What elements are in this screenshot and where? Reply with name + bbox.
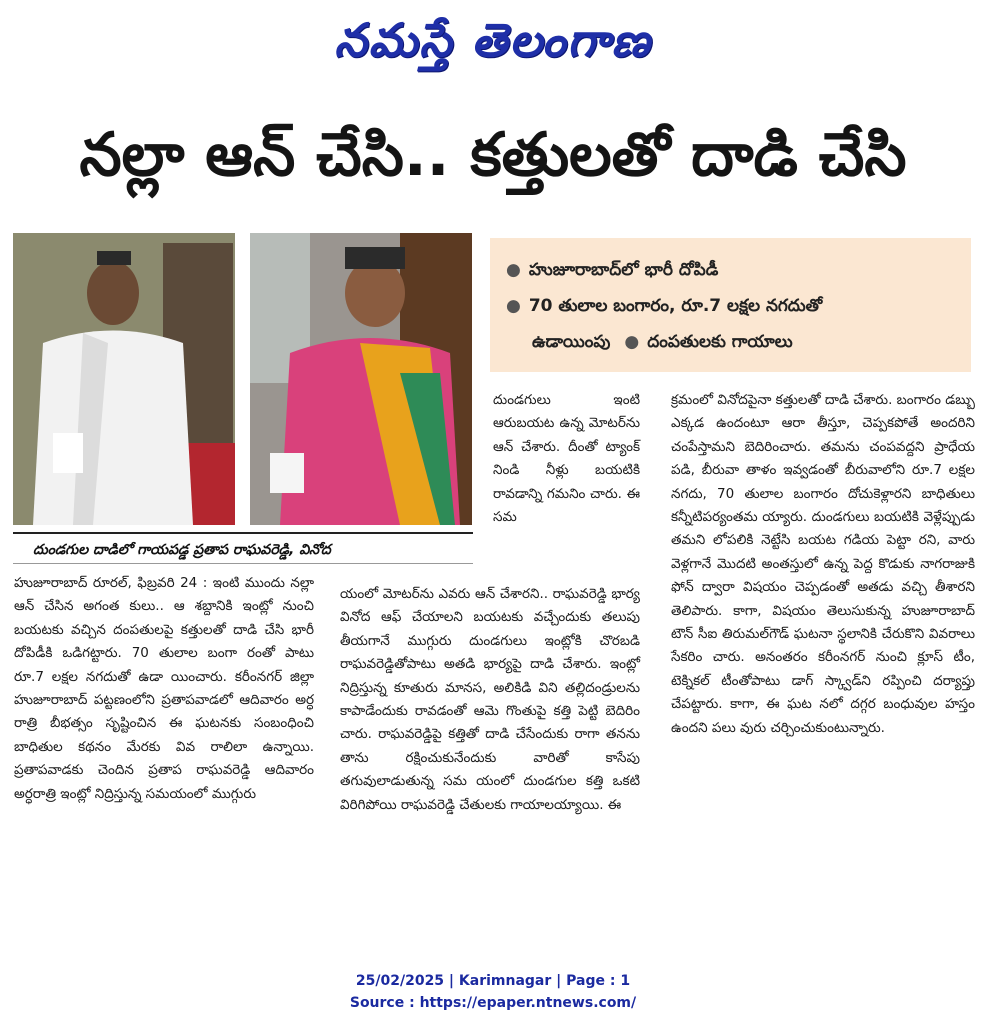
photo-caption: దుండగుల దాడిలో గాయపడ్డ ప్రతాప రాఘవరెడ్డి, వినోద [13,532,473,564]
highlight-text: ఉడాయింపు [532,332,611,352]
bullet-icon: ● [624,332,640,352]
highlight-item [504,324,957,360]
article-headline: నల్లా ఆన్ చేసి.. కత్తులతో దాడి చేసి [79,120,907,190]
article-paragraph: క్రమంలో వినోదపైనా కత్తులతో దాడి చేశారు. బంగారం డబ్బు ఎక్కడ ఉందంటూ ఆరా తీస్తూ, చెప్పకపోతే అందరిని చంపేస్తామని బెదిరించారు. తమను చంపవద్దని ప్రాధేయ పడి, బీరువా తాళం ఇవ్వడంతో బీరువాలోని రూ.7 లక్షల నగదు, 70 తులాల బంగారం దోచుకెళ్లారని బాధితులు కన్నీటిపర్యంతమ య్యారు. దుండగులు బయటికి వెళ్లేప్పుడు తమని లోపలికి నెట్టేసి బయట గడియ పెట్టా రని, వారు వెళ్లగానే మొదటి అంతస్తులో ఉన్న పెద్ద కొడుకు నాగరాజుకి ఫోన్ ద్వారా విషయం చెప్పడంతో అతడు వచ్చి తీశారని తెలిపారు. కాగా, విషయం తెలుసుకున్న హుజూరాబాద్ టౌన్ సీఐ తిరుమల్‌గౌడ్ ఘటనా స్థలానికి చేరుకొని వివరాలు సేకరిం చారు. అనంతరం కరీంనగర్ నుంచి క్లూస్ టీం, టెక్నికల్ టీంతోపాటు డాగ్ స్క్వాడ్‌ని రప్పించి దర్యాప్తు చేపట్టారు. కాగా, ఈ ఘట నలో దగ్గర బంధువుల హస్తం ఉందని పలు వురు చర్చించుకుంటున్నారు. [671,392,975,736]
newspaper-masthead: నమస్తే తెలంగాణ [334,13,652,67]
page-footer [0,970,986,1014]
source-link[interactable]: Source : https://epaper.ntnews.com/ [349,995,637,1011]
bullet-icon: ● [506,260,521,280]
highlight-item [504,252,957,288]
bullet-icon: ● [506,296,521,316]
highlight-text: హుజూరాబాద్‌లో భారీ దోపిడీ [528,260,719,280]
article-column-2-top [493,389,640,529]
article-column-3 [671,389,975,740]
highlight-item [504,288,957,324]
article-paragraph: యంలో మోటర్‌ను ఎవరు ఆన్ చేశారని.. రాఘవరెడ్డి భార్య వినోద ఆఫ్ చేయాలని బయటకు వచ్చేందుకు తలుపు తీయగానే ముగ్గురు దుండగులు ఇంట్లోకి చొరబడి రాఘవరెడ్డితోపాటు అతడి భార్యపై దాడి చేశారు. ఇంట్లో నిద్రిస్తున్న కూతురు మానస, అలికిడి విని తల్లిదండ్రులను కాపాడేందుకు రావడంతో ఆమె గొంతుపై కత్తి పెట్టి బెదిరిం చారు. రాఘవరెడ్డిపై కత్తితో దాడి చేసేందుకు రాగా తనను తాను రక్షించుకునేందుకు వారితో కాసేపు తగువులాడుతున్న సమ యంలో దుండగుల కత్తి ఒకటి విరిగిపోయి రాఘవరెడ్డి చేతులకు గాయాలయ్యాయి. ఈ [340,586,640,813]
highlights-box [490,238,971,372]
injured-man-photo [13,233,235,525]
article-paragraph: దుండగులు ఇంటి ఆరుబయట ఉన్న మోటర్‌ను ఆన్ చేశారు. దీంతో ట్యాంక్ నిండి నీళ్లు బయటికి రావడాన్ని గమనిం చారు. ఈ సమ [493,392,640,526]
edition-info: 25/02/2025 | Karimnagar | Page : 1 [355,973,631,989]
injured-woman-photo [250,233,472,525]
article-paragraph: హుజూరాబాద్ రూరల్, ఫిబ్రవరి 24 : ఇంటి ముందు నల్లా ఆన్ చేసిన అగంత కులు.. ఆ శబ్దానికి ఇంట్లో నుంచి బయటకు వచ్చిన దంపతులపై కత్తులతో దాడి చేసి భారీ దోపిడీకి ఒడిగట్టారు. 70 తులాల బంగా రంతో పాటు రూ.7 లక్షల నగదుతో ఉడా యించారు. కరీంనగర్ జిల్లా హుజూరాబాద్ పట్టణంలోని ప్రతాపవాడలో ఆదివారం అర్ధ రాత్రి బీభత్సం సృష్టించిన ఈ ఘటనకు సంబంధించి బాధితుల కథనం మేరకు వివ రాలిలా ఉన్నాయి. ప్రతాపవాడకు చెందిన ప్రతాప రాఘవరెడ్డి ఆదివారం అర్ధరాత్రి ఇంట్లో నిద్రిస్తున్న సమయంలో ముగ్గురు [14,575,314,802]
article-column-2 [340,583,640,817]
highlight-text: 70 తులాల బంగారం, రూ.7 లక్షల నగదుతో [528,296,823,316]
article-column-1 [14,572,314,806]
highlight-text: దంపతులకు గాయాలు [647,332,793,352]
